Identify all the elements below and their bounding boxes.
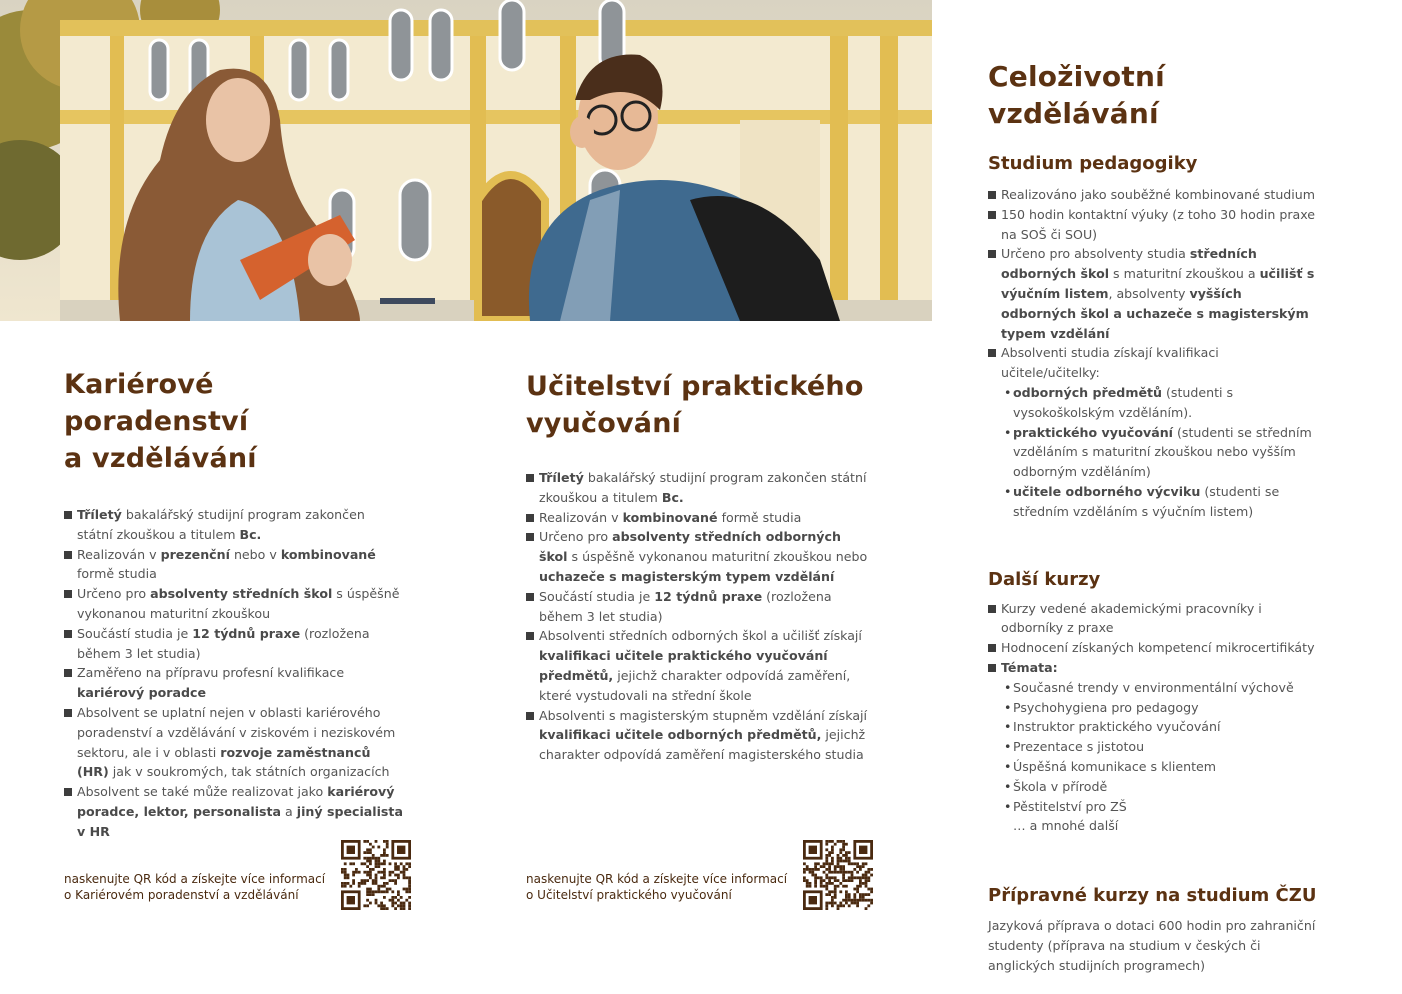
list-item: Tříletý bakalářský studijní program zakončen státní zkouškou a titulem Bc. xyxy=(526,468,871,508)
career-counseling-list xyxy=(64,505,404,842)
list-item: Určeno pro absolventy středních odborných škol s úspěšně vykonanou maturitní zkouškou nebo uchazeče s magisterským typem vzdělání xyxy=(526,527,871,586)
pedagogy-study-title: Studium pedagogiky xyxy=(988,153,1198,174)
list-item: Absolvent se také může realizovat jako kariérový poradce, lektor, personalista a jiný specialista v HR xyxy=(64,782,404,841)
list-item: Realizováno jako souběžné kombinované studium xyxy=(988,185,1320,205)
career-counseling-title: Kariérové poradenství a vzdělávání xyxy=(64,369,257,474)
practical-teaching-title: Učitelství praktického vyučování xyxy=(526,371,864,439)
topic-item: • Instruktor praktického vyučování xyxy=(1004,717,1320,737)
list-item: Určeno pro absolventy středních škol s úspěšně vykonanou maturitní zkouškou xyxy=(64,584,404,624)
column-career-counseling xyxy=(64,366,404,842)
list-item: Absolventi studia získají kvalifikaci učitele/učitelky: • odborných předmětů (studenti s vysokoškolským vzděláním). • praktického vyučování (studenti se středním vzděláním s maturitní zkouškou nebo vyšším odborným vzděláním) • učitele odborného výcviku (studenti se středním vzděláním s výučním listem) xyxy=(988,343,1320,521)
topic-item: • Psychohygiena pro pedagogy xyxy=(1004,698,1320,718)
list-item: Určeno pro absolventy studia středních odborných škol s maturitní zkouškou a učilišť s výučním listem, absolventy vyšších odborných škol a uchazeče s magisterským typem vzdělání xyxy=(988,244,1320,343)
topic-item: • Současné trendy v environmentální výchově xyxy=(1004,678,1320,698)
topic-item: • Úspěšná komunikace s klientem xyxy=(1004,757,1320,777)
list-item: • praktického vyučování (studenti se středním vzděláním s maturitní zkouškou nebo vyšším odborným vzděláním) xyxy=(1004,423,1320,482)
list-item: Zaměřeno na přípravu profesní kvalifikace kariérový poradce xyxy=(64,663,404,703)
qr-code-career[interactable] xyxy=(341,840,411,910)
header-photo xyxy=(0,0,932,321)
prep-courses-text: Jazyková příprava o dotaci 600 hodin pro zahraniční studenty (příprava na studium v českých či anglických studijních programech) xyxy=(988,918,1316,973)
other-courses-list xyxy=(988,599,1320,837)
list-item: Témata: • Současné trendy v environmentální výchově • Psychohygiena pro pedagogy • Instruktor praktického vyučování • Prezentace s jistotou • Úspěšná komunikace s klientem • Škola v přírodě • Pěstitelství pro ZŠ … a mnohé další xyxy=(988,658,1320,836)
list-item: Hodnocení získaných kompetencí mikrocertifikáty xyxy=(988,638,1320,658)
practical-teaching-list xyxy=(526,468,871,765)
list-item: Realizován v kombinované formě studia xyxy=(526,508,871,528)
prep-courses-title: Přípravné kurzy na studium ČZU xyxy=(988,885,1317,907)
list-item: Absolvent se uplatní nejen v oblasti kariérového poradenství a vzdělávání v ziskovém i neziskovém sektoru, ale i v oblasti rozvoje zaměstnanců (HR) jak v soukromých, tak státních organizacích xyxy=(64,703,404,782)
topic-item: • Škola v přírodě xyxy=(1004,777,1320,797)
qr-code-teaching[interactable] xyxy=(803,840,873,910)
pedagogy-study-list xyxy=(988,185,1320,522)
topic-item: • Pěstitelství pro ZŠ xyxy=(1004,797,1320,817)
topics-more: … a mnohé další xyxy=(1013,818,1119,834)
list-item: • učitele odborného výcviku (studenti se středním vzděláním s výučním listem) xyxy=(1004,482,1320,522)
qr-caption-career: naskenujte QR kód a získejte více informací o Kariérovém poradenství a vzdělávání xyxy=(64,872,326,902)
list-item: Absolventi středních odborných škol a učilišť získají kvalifikaci učitele praktického vyučování předmětů, jejichž charakter odpovídá zaměření, které vystudovali na střední škole xyxy=(526,626,871,705)
list-item: Realizován v prezenční nebo v kombinované formě studia xyxy=(64,545,404,585)
column-lifelong-learning xyxy=(988,58,1320,976)
list-item: Tříletý bakalářský studijní program zakončen státní zkouškou a titulem Bc. xyxy=(64,505,404,545)
topics-sublist xyxy=(988,678,1320,836)
qualification-sublist xyxy=(988,383,1320,522)
lifelong-learning-title: Celoživotní vzdělávání xyxy=(988,60,1165,130)
other-courses-title: Další kurzy xyxy=(988,568,1101,590)
list-item: Absolventi s magisterským stupněm vzdělání získají kvalifikaci učitele odborných předmětů, jejichž charakter odpovídá zaměření magisterského studia xyxy=(526,706,871,765)
list-item: Kurzy vedené akademickými pracovníky i odborníky z praxe xyxy=(988,599,1320,639)
qr-caption-teaching: naskenujte QR kód a získejte více informací o Učitelství praktického vyučování xyxy=(526,872,788,902)
topic-item: • Prezentace s jistotou xyxy=(1004,737,1320,757)
photo-building-students xyxy=(0,0,932,321)
list-item: Součástí studia je 12 týdnů praxe (rozložena během 3 let studia) xyxy=(526,587,871,627)
list-item: Součástí studia je 12 týdnů praxe (rozložena během 3 let studia) xyxy=(64,624,404,664)
column-practical-teaching xyxy=(526,368,871,765)
list-item: 150 hodin kontaktní výuky (z toho 30 hodin praxe na SOŠ či SOU) xyxy=(988,205,1320,245)
list-item: • odborných předmětů (studenti s vysokoškolským vzděláním). xyxy=(1004,383,1320,423)
